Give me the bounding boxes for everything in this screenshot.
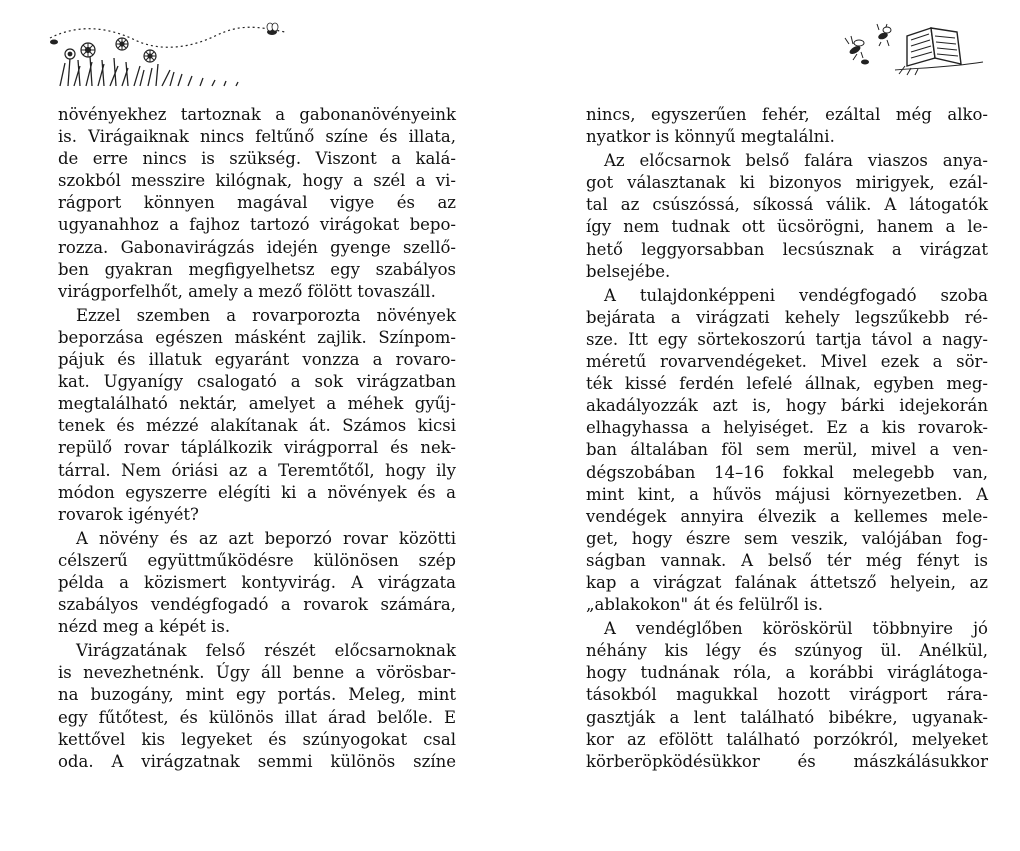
text-line: körberöpködésükkor és mászkálásukkor: [586, 751, 988, 771]
text-line: szabályos vendégfogadó a rovarok számára,: [58, 595, 456, 615]
paragraph: [586, 104, 988, 148]
text-line: beporzása egészen másként zajlik. Színpom-: [58, 327, 456, 347]
text-line: kap a virágzat falának áttetsző helyein, az: [586, 572, 988, 592]
text-line: növényekhez tartoznak a gabonanövényeink: [58, 105, 456, 124]
text-line: hogy tudnának róla, a korábbi viráglátoga-: [586, 663, 988, 683]
text-line: rovarok igényét?: [58, 504, 199, 524]
text-line: méretű rovarvendégeket. Mivel ezek a sör-: [586, 352, 988, 372]
text-line: belsejébe.: [586, 261, 671, 281]
paragraph: [586, 150, 988, 283]
flowers-and-grass-ornament-icon: [40, 18, 300, 88]
text-line: pájuk és illatuk egyaránt vonzza a rovaro-: [58, 350, 456, 370]
paragraph: [586, 285, 988, 616]
text-line: bejárata a virágzati kehely legszűkebb ré-: [586, 307, 988, 327]
text-line: vendégek annyira élvezik a kellemes mele-: [586, 506, 988, 526]
text-line: rágport könnyen magával vigye és az: [58, 193, 456, 213]
paragraph: [586, 618, 988, 773]
right-page: [510, 0, 1020, 851]
text-line: célszerű együttműködésre különösen szép: [58, 550, 456, 570]
text-line: akadályozzák azt is, hogy bárki idejekorán: [586, 396, 988, 416]
text-line: sze. Itt egy sörtekoszorú tartja távol a nagy-: [586, 329, 988, 349]
text-line: nincs, egyszerűen fehér, ezáltal még alko-: [586, 105, 988, 124]
text-line: kat. Ugyanígy csalogató a sok virágzatban: [58, 372, 456, 392]
text-line: néhány kis légy és szúnyog ül. Anélkül,: [586, 641, 988, 661]
text-line: „ablakokon" át és felülről is.: [586, 595, 823, 615]
text-line: Virágzatának felső részét előcsarnoknak: [76, 641, 456, 661]
text-line: virágporfelhőt, amely a mező fölött tovaszáll.: [58, 281, 436, 301]
paragraph: [58, 640, 456, 773]
right-text-column: [586, 104, 988, 775]
text-line: ugyanahhoz a fajhoz tartozó virágokat bepo-: [58, 215, 456, 235]
text-line: nézd meg a képét is.: [58, 617, 231, 637]
text-line: tárral. Nem óriási az a Teremtőtől, hogy ily: [58, 460, 456, 480]
text-line: A tulajdonképpeni vendégfogadó szoba: [604, 285, 988, 305]
text-line: gasztják a lent található bibékre, ugyanak-: [586, 707, 988, 727]
left-text-column: [58, 104, 456, 775]
text-line: ban általában föl sem merül, mivel a ven-: [586, 440, 988, 460]
text-line: get, hogy észre sem veszik, valójában fog-: [586, 528, 988, 548]
text-line: példa a közismert kontyvirág. A virágzata: [58, 572, 456, 592]
text-line: A növény és az azt beporzó rovar közötti: [76, 528, 456, 548]
paragraph: [58, 528, 456, 638]
text-line: ben gyakran megfigyelhetsz egy szabályos: [58, 259, 456, 279]
text-line: rozza. Gabonavirágzás idején gyenge szellő-: [58, 237, 456, 257]
text-line: na buzogány, mint egy portás. Meleg, mint: [58, 685, 456, 705]
text-line: kor az efölött található porzókról, melyeket: [586, 729, 988, 749]
text-line: Ezzel szemben a rovarporozta növények: [76, 305, 456, 325]
text-line: így nem tudnak ott ücsörögni, hanem a le-: [586, 217, 988, 237]
text-line: ték kissé ferdén lefelé állnak, egyben meg-: [586, 374, 988, 394]
text-line: mint kint, a hűvös májusi környezetben. A: [586, 484, 988, 504]
text-line: de erre nincs is szükség. Viszont a kalá-: [58, 149, 456, 169]
text-line: is nevezhetnénk. Úgy áll benne a vörösbar-: [58, 663, 456, 683]
text-line: repülő rovar táplálkozik virágporral és nek-: [58, 438, 456, 458]
text-line: ságban vannak. A belső tér még fényt is: [586, 550, 988, 570]
text-line: megtalálható nektár, amelyet a méhek gyűj-: [58, 394, 456, 414]
insects-and-book-ornament-icon: [835, 18, 985, 78]
text-line: tenek és mézzé alakítanak át. Számos kicsi: [58, 416, 456, 436]
paragraph: [58, 305, 456, 526]
paragraph: [58, 104, 456, 303]
text-line: módon egyszerre elégíti ki a növények és a: [58, 482, 456, 502]
text-line: oda. A virágzatnak semmi különös színe: [58, 751, 456, 771]
text-line: elhagyhassa a helyiséget. Ez a kis rovarok-: [586, 418, 988, 438]
text-line: egy fűtőtest, és különös illat árad belőle. E: [58, 707, 456, 727]
text-line: kettővel kis legyeket és szúnyogokat csal: [58, 729, 456, 749]
text-line: is. Virágaiknak nincs feltűnő színe és illata,: [58, 127, 456, 147]
text-line: dégszobában 14–16 fokkal melegebb van,: [586, 462, 988, 482]
text-line: tásokból magukkal hozott virágport rára-: [586, 685, 988, 705]
text-line: hető leggyorsabban lecsúsznak a virágzat: [586, 239, 988, 259]
text-line: szokból messzire kilógnak, hogy a szél a vi-: [58, 171, 456, 191]
text-line: tal az csúszóssá, síkossá válik. A látogatók: [586, 195, 988, 215]
text-line: got választanak ki bizonyos mirigyek, ezál-: [586, 173, 988, 193]
text-line: A vendéglőben köröskörül többnyire jó: [604, 619, 988, 639]
text-line: nyatkor is könnyű megtalálni.: [586, 127, 835, 147]
text-line: Az előcsarnok belső falára viaszos anya-: [604, 151, 988, 171]
